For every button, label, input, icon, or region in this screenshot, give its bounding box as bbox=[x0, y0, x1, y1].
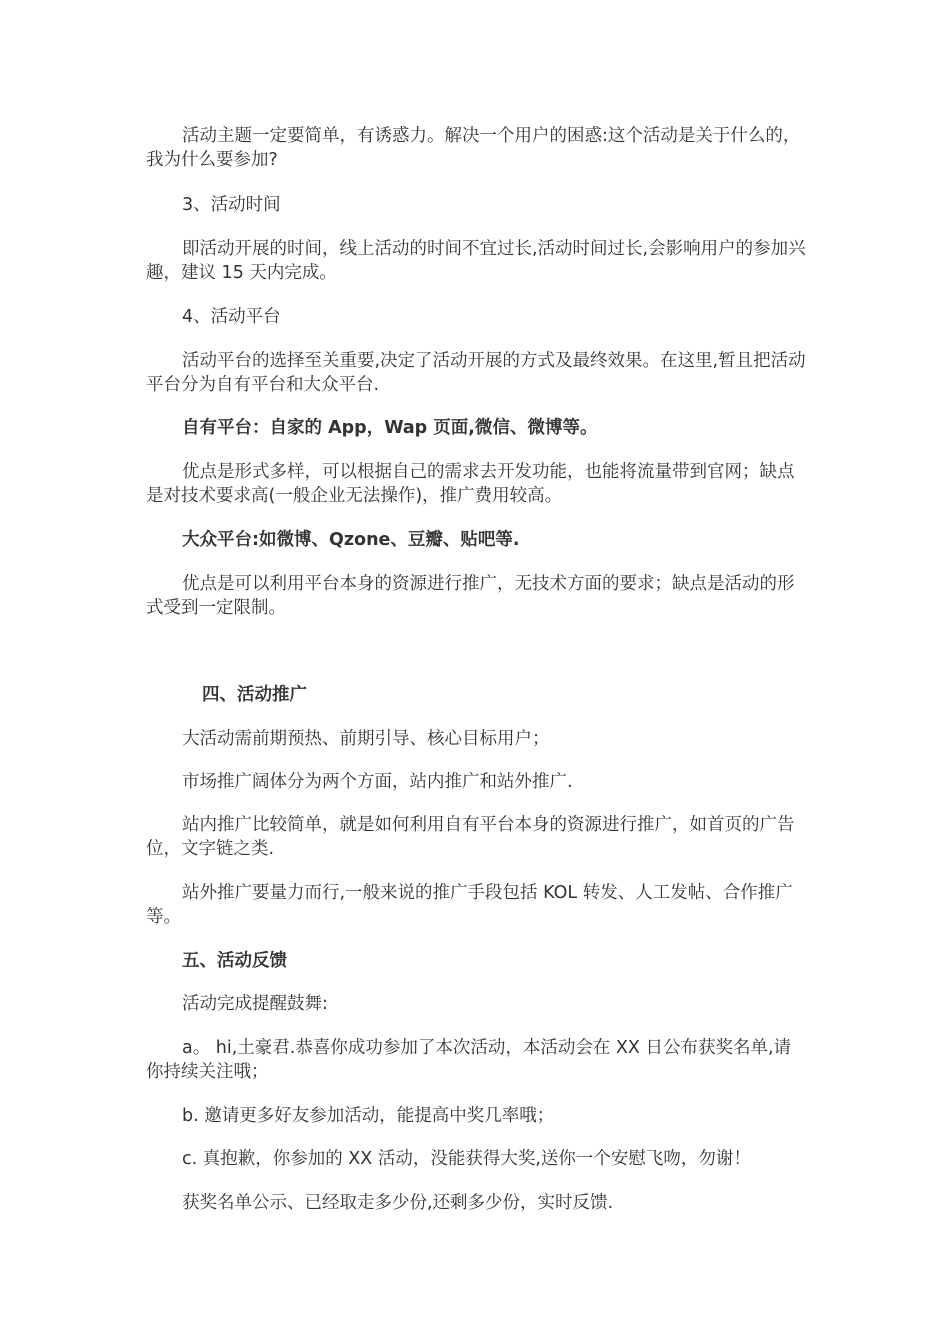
heading-own-platform: 自有平台：自家的 App，Wap 页面,微信、微博等。 bbox=[182, 418, 598, 438]
paragraph-feedback-winners: 获奖名单公示、已经取走多少份,还剩多少份，实时反馈. bbox=[182, 1193, 614, 1213]
paragraph-theme: 活动主题一定要简单，有诱惑力。解决一个用户的困惑:这个活动是关于什么的，我为什么要参加? bbox=[146, 126, 801, 170]
paragraph-onsite-promotion: 站内推广比较简单，就是如何利用自有平台本身的资源进行推广，如首页的广告位，文字链之类. bbox=[146, 815, 795, 859]
heading-activity-time: 3、活动时间 bbox=[182, 195, 281, 215]
paragraph-feedback-c: c. 真抱歉，你参加的 XX 活动，没能获得大奖,送你一个安慰飞吻，勿谢！ bbox=[182, 1149, 751, 1169]
paragraph-promotion-intro: 大活动需前期预热、前期引导、核心目标用户； bbox=[182, 729, 550, 749]
paragraph-activity-platform: 活动平台的选择至关重要,决定了活动开展的方式及最终效果。在这里,暂且把活动平台分为自有平台和大众平台. bbox=[146, 351, 806, 395]
paragraph-feedback-intro: 活动完成提醒鼓舞: bbox=[182, 994, 328, 1014]
paragraph-public-platform: 优点是可以利用平台本身的资源进行推广，无技术方面的要求；缺点是活动的形式受到一定限制。 bbox=[146, 574, 795, 618]
paragraph-activity-time: 即活动开展的时间，线上活动的时间不宜过长,活动时间过长,会影响用户的参加兴趣，建议 15 天内完成。 bbox=[146, 239, 806, 283]
paragraph-feedback-a: a。 hi,土豪君.恭喜你成功参加了本次活动，本活动会在 XX 日公布获奖名单,请你持续关注哦； bbox=[146, 1038, 792, 1082]
paragraph-promotion-types: 市场推广阔体分为两个方面，站内推广和站外推广. bbox=[182, 772, 573, 792]
heading-public-platform: 大众平台:如微博、Qzone、豆瓣、贴吧等. bbox=[182, 530, 520, 550]
heading-promotion: 四、活动推广 bbox=[202, 685, 307, 705]
paragraph-own-platform: 优点是形式多样，可以根据自己的需求去开发功能，也能将流量带到官网；缺点是对技术要求高(一般企业无法操作)，推广费用较高。 bbox=[146, 462, 795, 506]
paragraph-feedback-b: b. 邀请更多好友参加活动，能提高中奖几率哦； bbox=[182, 1106, 555, 1126]
paragraph-offsite-promotion: 站外推广要量力而行,一般来说的推广手段包括 KOL 转发、人工发帖、合作推广等。 bbox=[146, 883, 793, 927]
heading-feedback: 五、活动反馈 bbox=[182, 951, 287, 971]
heading-activity-platform: 4、活动平台 bbox=[182, 307, 281, 327]
